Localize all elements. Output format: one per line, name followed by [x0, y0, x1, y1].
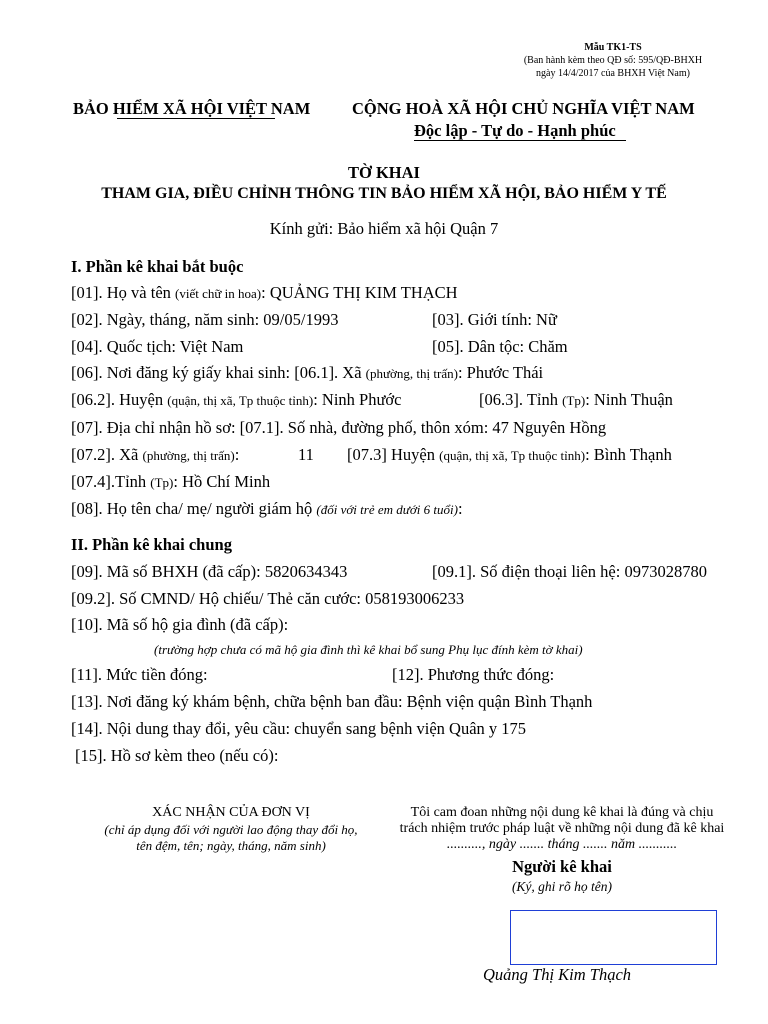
signer-name: Quảng Thị Kim Thạch: [483, 965, 632, 984]
field-04-nationality: [04]. Quốc tịch: Việt Nam: [71, 337, 244, 356]
field-07-4-province: [71, 472, 270, 492]
field-06-3-province: [479, 390, 673, 410]
declarant-block: [380, 805, 744, 895]
form-code-block: [506, 41, 720, 80]
field-01-label: [01]. Họ và tên: [71, 283, 171, 302]
field-07-3-district: [347, 445, 672, 465]
field-07-3-hint: (quận, thị xã, Tp thuộc tỉnh): [439, 448, 586, 463]
field-03-gender: [03]. Giới tính: Nữ: [432, 310, 557, 329]
form-code-decision: (Ban hành kèm theo QĐ số: 595/QĐ-BHXH: [523, 55, 703, 66]
field-10-note: (trường hợp chưa có mã hộ gia đình thì kê khai bổ sung Phụ lục đính kèm tờ khai): [154, 642, 583, 657]
field-02-birth-date: [02]. Ngày, tháng, năm sinh: 09/05/1993: [71, 310, 339, 329]
field-06-2-value: : Ninh Phước: [313, 390, 402, 409]
form-code-date: ngày 14/4/2017 của BHXH Việt Nam): [536, 68, 690, 79]
unit-confirmation-note-1: (chỉ áp dụng đối với người lao động thay đổi họ,: [104, 822, 358, 837]
field-07-2-label: [07.2]. Xã: [71, 445, 139, 464]
field-09-2-id-number: [09.2]. Số CMND/ Hộ chiếu/ Thẻ căn cước: 058193006233: [71, 589, 465, 608]
field-05-ethnicity: [05]. Dân tộc: Chăm: [432, 337, 568, 356]
field-01-full-name: [71, 283, 458, 303]
unit-confirmation: [56, 805, 406, 854]
field-09-social-insurance-number: [09]. Mã số BHXH (đã cấp): 5820634343: [71, 562, 348, 581]
field-08-hint: (đối với trẻ em dưới 6 tuổi): [316, 502, 458, 517]
field-06-2-district: [71, 390, 401, 410]
field-06-2-label: [06.2]. Huyện: [71, 390, 164, 409]
field-07-4-label: [07.4].Tỉnh: [71, 472, 147, 491]
field-10-household-code: [10]. Mã số hộ gia đình (đã cấp):: [71, 615, 289, 634]
field-01-value: : QUẢNG THỊ KIM THẠCH: [261, 283, 458, 302]
section-1-heading: I. Phần kê khai bắt buộc: [71, 257, 244, 276]
field-06-3-label: [06.3]. Tỉnh: [479, 390, 558, 409]
field-06-label: [06]. Nơi đăng ký giấy khai sinh: [06.1]. Xã: [71, 363, 362, 382]
sign-hint: (Ký, ghi rõ họ tên): [511, 879, 613, 894]
unit-confirmation-title: XÁC NHẬN CỦA ĐƠN VỊ: [152, 805, 310, 820]
declarant-title: Người kê khai: [512, 857, 612, 876]
agency-name: BẢO HIỂM XÃ HỘI VIỆT NAM: [73, 99, 311, 118]
field-07-4-value: : Hồ Chí Minh: [173, 472, 271, 491]
field-07-4-hint: (Tp): [150, 475, 174, 490]
motto-underline: [414, 140, 626, 141]
field-07-2-ward: [71, 445, 239, 465]
field-07-2-value: 11: [298, 445, 314, 464]
field-06-3-value: : Ninh Thuận: [585, 390, 673, 409]
field-13-registered-hospital: [13]. Nơi đăng ký khám bệnh, chữa bệnh ban đầu: Bệnh viện quận Bình Thạnh: [71, 692, 593, 711]
field-07-2-colon: :: [234, 445, 240, 464]
date-line: .........., ngày ....... tháng ....... năm ...........: [446, 837, 678, 852]
unit-confirmation-note-2: tên đệm, tên; ngày, tháng, năm sinh): [136, 838, 326, 853]
field-09-1-phone: [09.1]. Số điện thoại liên hệ: 0973028780: [432, 562, 707, 581]
field-07-mailing-address: [07]. Địa chỉ nhận hồ sơ: [07.1]. Số nhà, đường phố, thôn xóm: 47 Nguyên Hồng: [71, 418, 607, 437]
field-06-value: : Phước Thái: [457, 363, 544, 382]
motto: Độc lập - Tự do - Hạnh phúc: [414, 121, 616, 140]
field-14-change-request: [14]. Nội dung thay đổi, yêu cầu: chuyển sang bệnh viện Quân y 175: [71, 719, 527, 738]
document-subtitle: THAM GIA, ĐIỀU CHỈNH THÔNG TIN BẢO HIỂM XÃ HỘI, BẢO HIỂM Y TẾ: [101, 185, 667, 202]
recipient: Kính gửi: Bảo hiểm xã hội Quận 7: [269, 219, 499, 238]
field-12-payment-method: [12]. Phương thức đóng:: [392, 665, 555, 684]
field-06-3-hint: (Tp): [562, 393, 586, 408]
section-2-heading: II. Phần kê khai chung: [71, 535, 232, 554]
field-07-3-value: : Bình Thạnh: [585, 445, 672, 464]
pledge-line-2: trách nhiệm trước pháp luật về những nội dung đã kê khai: [399, 821, 725, 836]
field-07-3-label: [07.3] Huyện: [347, 445, 435, 464]
field-06-birth-registration: [71, 363, 543, 383]
field-06-hint: (phường, thị trấn): [365, 366, 458, 381]
field-08-label: [08]. Họ tên cha/ mẹ/ người giám hộ: [71, 499, 313, 518]
field-08-colon: :: [457, 499, 463, 518]
field-06-2-hint: (quận, thị xã, Tp thuộc tỉnh): [167, 393, 314, 408]
form-code: Mẫu TK1-TS: [584, 42, 642, 53]
agency-underline: [117, 118, 275, 119]
field-11-contribution-amount: [11]. Mức tiền đóng:: [71, 665, 208, 684]
field-07-2-hint: (phường, thị trấn): [142, 448, 235, 463]
field-15-attachments: [15]. Hồ sơ kèm theo (nếu có):: [75, 746, 279, 765]
field-08-guardian: [71, 499, 463, 519]
signature-box[interactable]: [510, 910, 717, 965]
document-title: TỜ KHAI: [348, 163, 420, 182]
republic-name: CỘNG HOÀ XÃ HỘI CHỦ NGHĨA VIỆT NAM: [352, 99, 695, 118]
pledge-line-1: Tôi cam đoan những nội dung kê khai là đúng và chịu: [410, 805, 714, 820]
field-01-hint: (viết chữ in hoa): [175, 286, 262, 301]
